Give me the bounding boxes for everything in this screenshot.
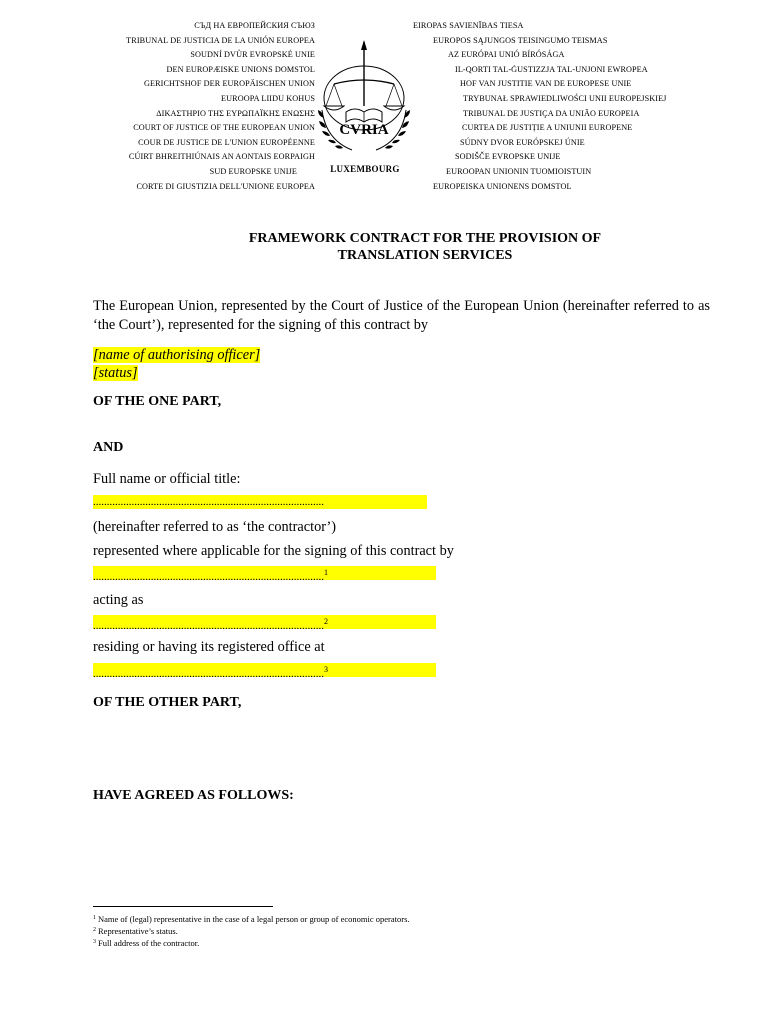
hereinafter-text: (hereinafter referred to as ‘the contractor’)	[93, 519, 337, 535]
court-emblem-icon	[308, 40, 420, 180]
intro-paragraph: The European Union, represented by the Court of Justice of the European Union (hereinafter referred to as ‘the Court’), represented for the signing of this contract by	[93, 298, 710, 333]
court-name-nl: HOF VAN JUSTITIE VAN DE EUROPESE UNIE	[460, 79, 632, 89]
acting-as-text: acting as	[93, 592, 144, 608]
footnotes	[93, 913, 410, 949]
court-name-ro: CURTEA DE JUSTIȚIE A UNIUNII EUROPENE	[462, 123, 633, 133]
footnote-2: $^2$ Representative’s status.	[93, 926, 178, 936]
other-part-heading: OF THE OTHER PART,	[93, 695, 242, 710]
court-name-da: DEN EUROPÆISKE UNIONS DOMSTOL	[166, 64, 315, 74]
court-name-sk: SÚDNY DVOR EURÓPSKEJ ÚNIE	[460, 137, 585, 147]
court-name-sl: SODIŠČE EVROPSKE UNIJE	[455, 152, 561, 162]
court-name-hu: AZ EURÓPAI UNIÓ BÍRÓSÁGA	[448, 50, 565, 60]
address-field[interactable]: ....................................................................................$^3$	[93, 663, 436, 677]
court-name-bg: СЪД НА ЕВРОПЕЙСКИЯ СЪЮЗ	[194, 21, 315, 30]
represented-by-text: represented where applicable for the signing of this contract by	[93, 543, 454, 559]
signatory-placeholders	[93, 346, 260, 382]
footnote-ref-3: 3	[324, 665, 328, 674]
court-name-lv: EIROPAS SAVIENĪBAS TIESA	[413, 21, 524, 30]
court-name-pt: TRIBUNAL DE JUSTIÇA DA UNIÃO EUROPEIA	[463, 108, 640, 118]
court-name-el: ΔΙΚΑΣΤΗΡΙΟ ΤΗΣ ΕΥΡΩΠΑΪΚΗΣ ΕΝΩΣΗΣ	[156, 108, 315, 118]
court-name-de: GERICHTSHOF DER EUROPÄISCHEN UNION	[143, 79, 315, 89]
full-name-field[interactable]: ....................................................................................	[93, 495, 427, 509]
title-line-1: FRAMEWORK CONTRACT FOR THE PROVISION OF	[248, 231, 602, 246]
court-name-lt: EUROPOS SĄJUNGOS TEISINGUMO TEISMAS	[433, 35, 608, 45]
agreed-heading: HAVE AGREED AS FOLLOWS:	[93, 788, 294, 803]
footnote-3: $^3$ Full address of the contractor.	[93, 938, 200, 948]
court-name-et: EUROOPA LIIDU KOHUS	[221, 93, 315, 103]
court-name-hr: SUD EUROPSKE UNIJE	[209, 166, 297, 176]
court-name-fi: EUROOPAN UNIONIN TUOMIOISTUIN	[446, 166, 592, 176]
city-label: LUXEMBOURG	[330, 164, 400, 174]
status-placeholder[interactable]: [status]	[93, 365, 138, 381]
court-name-cs: SOUDNÍ DVŮR EVROPSKÉ UNIE	[190, 50, 315, 60]
court-name-es: TRIBUNAL DE JUSTICIA DE LA UNIÓN EUROPEA	[126, 35, 315, 45]
footnote-1: $^1$ Name of (legal) representative in the case of a legal person or group of economic operators.	[93, 914, 410, 924]
court-name-fr: COUR DE JUSTICE DE L'UNION EUROPÉENNE	[138, 137, 315, 147]
header-left-court-names	[40, 19, 315, 194]
acting-as-field[interactable]: ....................................................................................$^2$	[93, 615, 436, 629]
and-heading: AND	[93, 440, 124, 455]
footnote-ref-1: 1	[324, 568, 328, 577]
officer-placeholder[interactable]: [name of authorising officer]	[93, 347, 261, 363]
full-name-label: Full name or official title:	[93, 471, 241, 487]
footnote-ref-2: 2	[324, 617, 328, 626]
court-name-ga: CÚIRT BHREITHIÚNAIS AN AONTAIS EORPAIGH	[128, 152, 315, 162]
one-part-heading: OF THE ONE PART,	[93, 394, 222, 409]
court-name-mt: IL-QORTI TAL-ĠUSTIZZJA TAL-UNJONI EWROPEA	[455, 64, 648, 74]
representative-field[interactable]: ....................................................................................$^1$	[93, 566, 436, 580]
title-line-2: TRANSLATION SERVICES	[337, 248, 513, 263]
footnote-divider	[93, 906, 273, 907]
emblem-text: CVRIA	[339, 122, 389, 138]
court-name-it: CORTE DI GIUSTIZIA DELL'UNIONE EUROPEA	[136, 181, 315, 191]
court-name-sv: EUROPEISKA UNIONENS DOMSTOL	[433, 181, 572, 191]
court-name-pl: TRYBUNAŁ SPRAWIEDLIWOŚCI UNII EUROPEJSKIEJ	[463, 93, 667, 103]
residing-text: residing or having its registered office at	[93, 639, 325, 655]
court-name-en: COURT OF JUSTICE OF THE EUROPEAN UNION	[133, 123, 315, 133]
document-title	[90, 230, 760, 264]
header-right-court-names	[413, 19, 713, 194]
